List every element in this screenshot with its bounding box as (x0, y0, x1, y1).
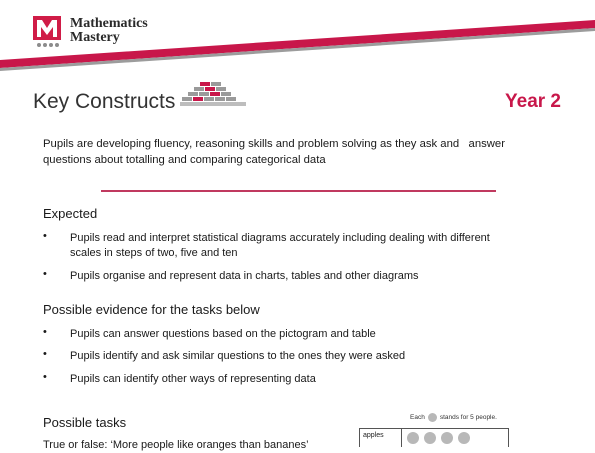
intro-line-2: questions about totalling and comparing categorical data (43, 154, 326, 166)
section-divider (101, 190, 496, 192)
brand-name-line1: Mathematics (70, 16, 148, 31)
bullet-icon: • (43, 371, 47, 383)
pictogram-row-label: apples (360, 429, 402, 447)
evidence-item-3: Pupils can identify other ways of representing data (70, 373, 316, 385)
bricks-icon (180, 80, 248, 110)
brand-name-line2: Mastery (70, 30, 120, 45)
expected-item-1-line-2: scales in steps of two, five and ten (70, 247, 238, 259)
bullet-icon: • (43, 230, 47, 242)
pictogram-circle-icon (458, 432, 470, 444)
pictogram-key-prefix: Each (410, 414, 425, 421)
year-label: Year 2 (505, 91, 561, 112)
evidence-item-1: Pupils can answer questions based on the pictogram and table (70, 328, 376, 340)
page-title: Key Constructs (33, 90, 176, 113)
pictogram-row-symbols (402, 429, 508, 447)
intro-line-1: Pupils are developing fluency, reasoning skills and problem solving as they ask and answer (43, 138, 505, 150)
expected-heading: Expected (43, 206, 98, 221)
pictogram-table (359, 428, 509, 447)
bullet-icon: • (43, 268, 47, 280)
expected-item-1-line-1: Pupils read and interpret statistical diagrams accurately including dealing with different (70, 232, 490, 244)
pictogram-key-suffix: stands for 5 people. (439, 414, 497, 421)
tasks-question-partial: True or false: ‘More people like oranges than bananes’ (43, 439, 309, 451)
pictogram-circle-icon (428, 413, 437, 422)
evidence-item-2: Pupils identify and ask similar questions to the ones they were asked (70, 350, 406, 362)
pictogram-circle-icon (424, 432, 436, 444)
expected-item-2: Pupils organise and represent data in charts, tables and other diagrams (70, 270, 419, 282)
pictogram-circle-icon (407, 432, 419, 444)
evidence-heading: Possible evidence for the tasks below (43, 302, 260, 317)
mathematics-mastery-logo-icon (33, 16, 65, 48)
bullet-icon: • (43, 326, 47, 338)
pictogram-key (410, 413, 497, 422)
pictogram-circle-icon (441, 432, 453, 444)
bullet-icon: • (43, 348, 47, 360)
tasks-heading: Possible tasks (43, 415, 127, 430)
